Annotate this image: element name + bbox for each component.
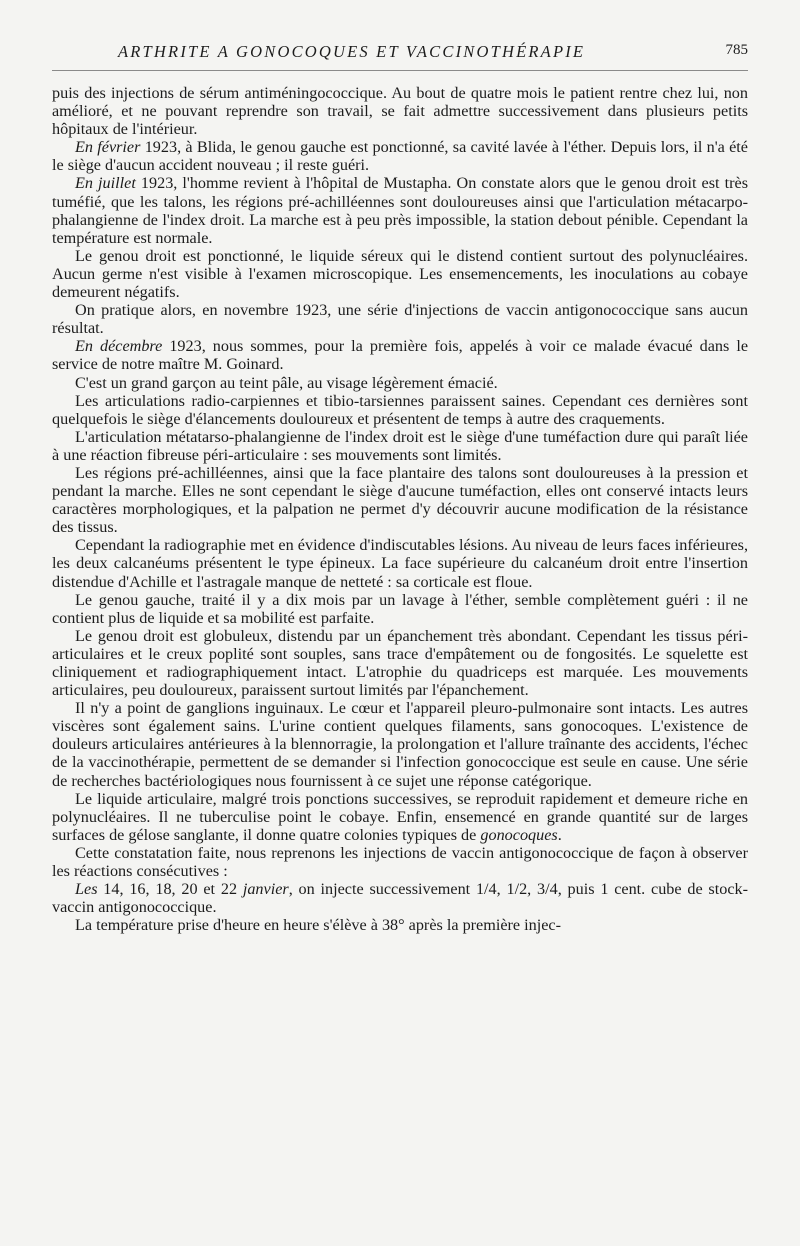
paragraph-text: La température prise d'heure en heure s'élève à 38° après la première injec- — [75, 916, 561, 935]
paragraph-text: 14, 16, 18, 20 et 22 — [97, 880, 243, 899]
running-title: ARTHRITE A GONOCOQUES ET VACCINOTHÉRAPIE — [118, 42, 586, 61]
paragraph — [52, 916, 748, 934]
paragraph — [52, 301, 748, 337]
paragraph-text: 1923, nous sommes, pour la première fois, appelés à voir ce malade évacué dans le service de notre maître M. Goinard. — [52, 337, 748, 374]
paragraph-text: Les articulations radio-carpiennes et tibio-tarsiennes paraissent saines. Cependant ces dernières sont quelquefois le siège d'élancements douloureux et présentent de temps à autre des craquements. — [52, 391, 748, 428]
paragraph-text: Les régions pré-achilléennes, ainsi que la face plantaire des talons sont douloureuses à la pression et pendant la marche. Elles ne sont cependant le siège d'aucune tuméfaction, elles ont conservé intacts leurs caractères morphologiques, et la palpation ne permet d'y découvrir aucune modification de la résistance des tissus. — [52, 463, 748, 537]
paragraph-text: On pratique alors, en novembre 1923, une série d'injections de vaccin antigonococcique sans aucun résultat. — [52, 301, 748, 338]
header-rule — [52, 70, 748, 71]
paragraph-text: puis des injections de sérum antiméningococcique. Au bout de quatre mois le patient rentre chez lui, non amélioré, et ne pouvant reprendre son travail, se fait admettre successivement dans plusieurs petits hôpitaux de l'intérieur. — [52, 84, 748, 139]
paragraph — [52, 844, 748, 880]
paragraph — [52, 138, 748, 174]
paragraph — [52, 247, 748, 301]
italic-text: En juillet — [75, 174, 136, 193]
paragraph-text: Il n'y a point de ganglions inguinaux. Le cœur et l'appareil pleuro-pulmonaire sont intacts. Les autres viscères sont également sains. L'urine contient quelques filaments, sans gonocoques. L'existence de douleurs articulaires antérieures à la blennorragie, la prolongation et l'allure traînante des accidents, l'échec de la vaccinothérapie, permettent de se demander si l'infection gonococcique est seule en cause. Une série de recherches bactériologiques nous fournissent à ce sujet une réponse catégorique. — [52, 699, 748, 790]
paragraph — [52, 880, 748, 916]
italic-text: En décembre — [75, 337, 163, 356]
italic-text: Les — [75, 880, 98, 899]
paragraph — [52, 464, 748, 536]
italic-text: gonocoques — [480, 825, 558, 844]
italic-text: En février — [75, 138, 141, 157]
paragraph — [52, 337, 748, 373]
paragraph-text: 1923, à Blida, le genou gauche est ponctionné, sa cavité lavée à l'éther. Depuis lors, il n'a été le siège d'aucun accident nouveau ; il reste guéri. — [52, 138, 748, 175]
paragraph — [52, 790, 748, 844]
paragraph-text: , on injecte successivement 1/4, 1/2, 3/4, puis 1 cent. cube de stock-vaccin antigonococcique. — [52, 880, 748, 917]
paragraph-text: Le genou gauche, traité il y a dix mois par un lavage à l'éther, semble complètement guéri : il ne contient plus de liquide et sa mobilité est parfaite. — [52, 590, 748, 627]
paragraph — [52, 428, 748, 464]
paragraph — [52, 84, 748, 138]
paragraph-text: Cette constatation faite, nous reprenons les injections de vaccin antigonococcique de façon à observer les réactions consécutives : — [52, 843, 748, 881]
paragraph-text: 1923, l'homme revient à l'hôpital de Mustapha. On constate alors que le genou droit est très tuméfié, que les talons, les régions pré-achilléennes sont douloureuses ainsi que l'articulation métacarpo-phalangienne de l'index droit. La marche est à peu près impossible, la station debout pénible. Cependant la température est normale. — [52, 174, 748, 247]
paragraph-text: Le genou droit est ponctionné, le liquide séreux qui le distend contient surtout des polynucléaires. Aucun germe n'est visible à l'examen microscopique. Les ensemencements, les inoculations au cobaye demeurent négatifs. — [52, 246, 748, 302]
paragraph-text: Cependant la radiographie met en évidence d'indiscutables lésions. Au niveau de leurs faces inférieures, les deux calcanéums présentent le type épineux. La face supérieure du calcanéum droit entre l'insertion distendue d'Achille et l'astragale manque de netteté : sa corticale est floue. — [52, 536, 748, 591]
page-header — [52, 40, 748, 68]
paragraph-text: Le liquide articulaire, malgré trois ponctions successives, se reproduit rapidement et demeure riche en polynucléaires. Il ne tuberculise point le cobaye. Enfin, ensemencé en grande quantité sur de larges surfaces de gélose sanglante, il donne quatre colonies typiques de — [52, 789, 748, 844]
paragraph — [52, 174, 748, 246]
paragraph — [52, 374, 748, 392]
body-text — [52, 84, 748, 934]
paragraph-text: C'est un grand garçon au teint pâle, au visage légèrement émacié. — [75, 373, 498, 392]
paragraph-text: Le genou droit est globuleux, distendu par un épanchement très abondant. Cependant les tissus péri-articulaires et le creux poplité sont souples, sans trace d'empâtement ou de fongosités. Le squelette est cliniquement et radiographiquement intact. L'atrophie du quadriceps est marquée. Les mouvements articulaires, peu douloureux, paraissent surtout limités par l'épanchement. — [52, 626, 748, 700]
page-number: 785 — [725, 42, 748, 58]
paragraph — [52, 699, 748, 789]
paragraph — [52, 627, 748, 699]
paragraph — [52, 591, 748, 627]
paragraph-text: . — [557, 825, 562, 844]
paragraph — [52, 392, 748, 428]
paragraph-text: L'articulation métatarso-phalangienne de l'index droit est le siège d'une tuméfaction dure qui paraît liée à une réaction fibreuse péri-articulaire : ses mouvements sont limités. — [52, 427, 748, 464]
italic-text: janvier — [242, 880, 289, 899]
paragraph — [52, 536, 748, 590]
